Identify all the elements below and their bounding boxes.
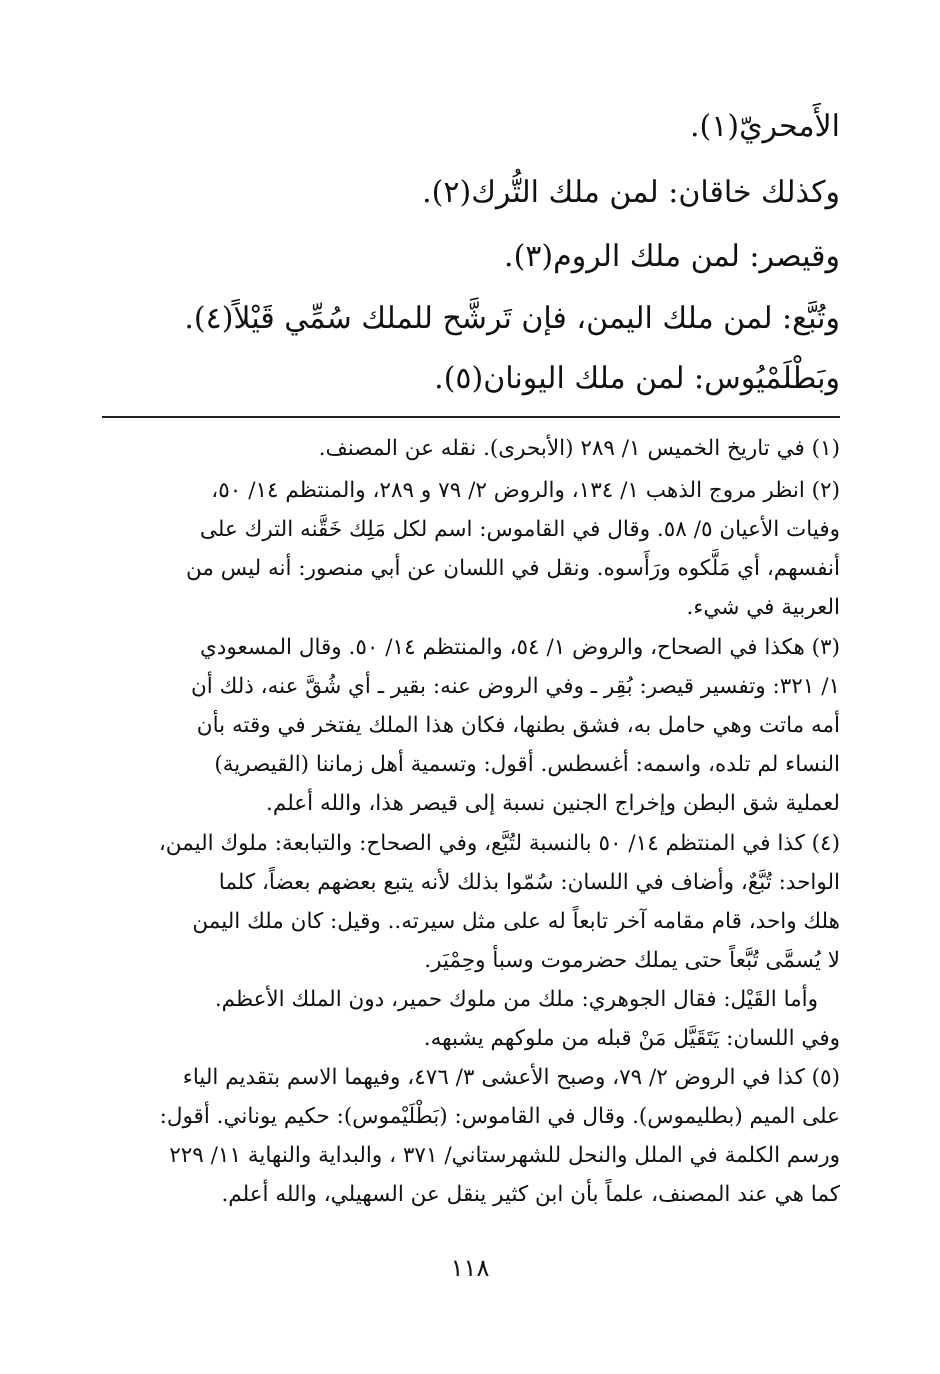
footnote-3-line: لعملية شق البطن وإخراج الجنين نسبة إلى قيصر هذا، والله أعلم. bbox=[266, 791, 840, 816]
footnote-2-line: العربية في شيء. bbox=[686, 595, 840, 620]
main-text-line: وقيصر: لمن ملك الروم(٣). bbox=[504, 239, 840, 274]
footnote-5-line: ورسم الكلمة في الملل والنحل للشهرستاني/ ٣٧١ ، والبداية والنهاية ١١/ ٢٢٩ bbox=[169, 1143, 840, 1168]
footnote-5-line: (٥) كذا في الروض ٢/ ٧٩، وصبح الأعشى ٣/ ٤٧٦، وفيهما الاسم بتقديم الياء bbox=[182, 1065, 840, 1090]
footnote-3-line: أمه ماتت وهي حامل به، فشق بطنها، فكان هذا الملك يفتخر في وقته بأن bbox=[196, 713, 840, 738]
main-text-line: وكذلك خاقان: لمن ملك التُّرك(٢). bbox=[422, 175, 840, 210]
footnote-5-line: كما هي عند المصنف، علماً بأن ابن كثير ينقل عن السهيلي، والله أعلم. bbox=[221, 1182, 840, 1207]
page-number: ١١٨ bbox=[450, 1254, 490, 1282]
footnote-3-line: (٣) هكذا في الصحاح، والروض ١/ ٥٤، والمنتظم ١٤/ ٥٠. وقال المسعودي bbox=[199, 635, 840, 660]
footnote-2-line: (٢) انظر مروج الذهب ١/ ١٣٤، والروض ٢/ ٧٩ و ٢٨٩، والمنتظم ١٤/ ٥٠، bbox=[211, 478, 840, 503]
footnote-3-line: النساء لم تلده، واسمه: أغسطس. أقول: وتسمية أهل زماننا (القيصرية) bbox=[214, 752, 840, 777]
footnote-3-line: ١/ ٣٢١: وتفسير قيصر: بُقِر ـ وفي الروض عنه: بقير ـ أي شُقَّ عنه، ذلك أن bbox=[190, 674, 840, 699]
footnote-separator bbox=[102, 416, 840, 418]
main-text-line: الأَمحريّ(١). bbox=[690, 109, 840, 144]
footnote-4-line: (٤) كذا في المنتظم ١٤/ ٥٠ بالنسبة لتُبَّع، وفي الصحاح: والتبابعة: ملوك اليمن، bbox=[158, 831, 840, 856]
footnote-2-line: وفيات الأعيان ٥/ ٥٨. وقال في القاموس: اسم لكل مَلِك خَقَّنه الترك على bbox=[199, 517, 840, 542]
main-text-line: وبَطْلَمْيُوس: لمن ملك اليونان(٥). bbox=[434, 361, 840, 396]
footnote-4-line: الواحد: تُبَّعٌ، وأضاف في اللسان: سُمّوا بذلك لأنه يتبع بعضهم بعضاً، كلما bbox=[218, 870, 840, 895]
footnote-4-line: هلك واحد، قام مقامه آخر تابعاً له على مثل سيرته.. وقيل: كان ملك اليمن bbox=[192, 909, 840, 934]
footnote-1-line: (١) في تاريخ الخميس ١/ ٢٨٩ (الأبحرى). نقله عن المصنف. bbox=[318, 436, 840, 461]
footnote-2-line: أنفسهم، أي مَلَّكوه ورَأَسوه. ونقل في اللسان عن أبي منصور: أنه ليس من bbox=[186, 556, 840, 581]
footnote-4-line: وفي اللسان: يَتَقَيَّل مَنْ قبله من ملوكهم يشبهه. bbox=[423, 1026, 840, 1051]
footnote-4-line: لا يُسمَّى تُبَّعاً حتى يملك حضرموت وسبأ وحِمْيَر. bbox=[424, 948, 840, 973]
footnote-5-line: على الميم (بطليموس). وقال في القاموس: (بَطْلَيْموس): حكيم يوناني. أقول: bbox=[159, 1104, 840, 1129]
main-text-line: وتُبَّع: لمن ملك اليمن، فإن تَرشَّح للملك سُمِّي قَيْلاً(٤). bbox=[184, 301, 840, 336]
footnote-4-line: وأما القَيْل: فقال الجوهري: ملك من ملوك حمير، دون الملك الأعظم. bbox=[214, 987, 818, 1012]
